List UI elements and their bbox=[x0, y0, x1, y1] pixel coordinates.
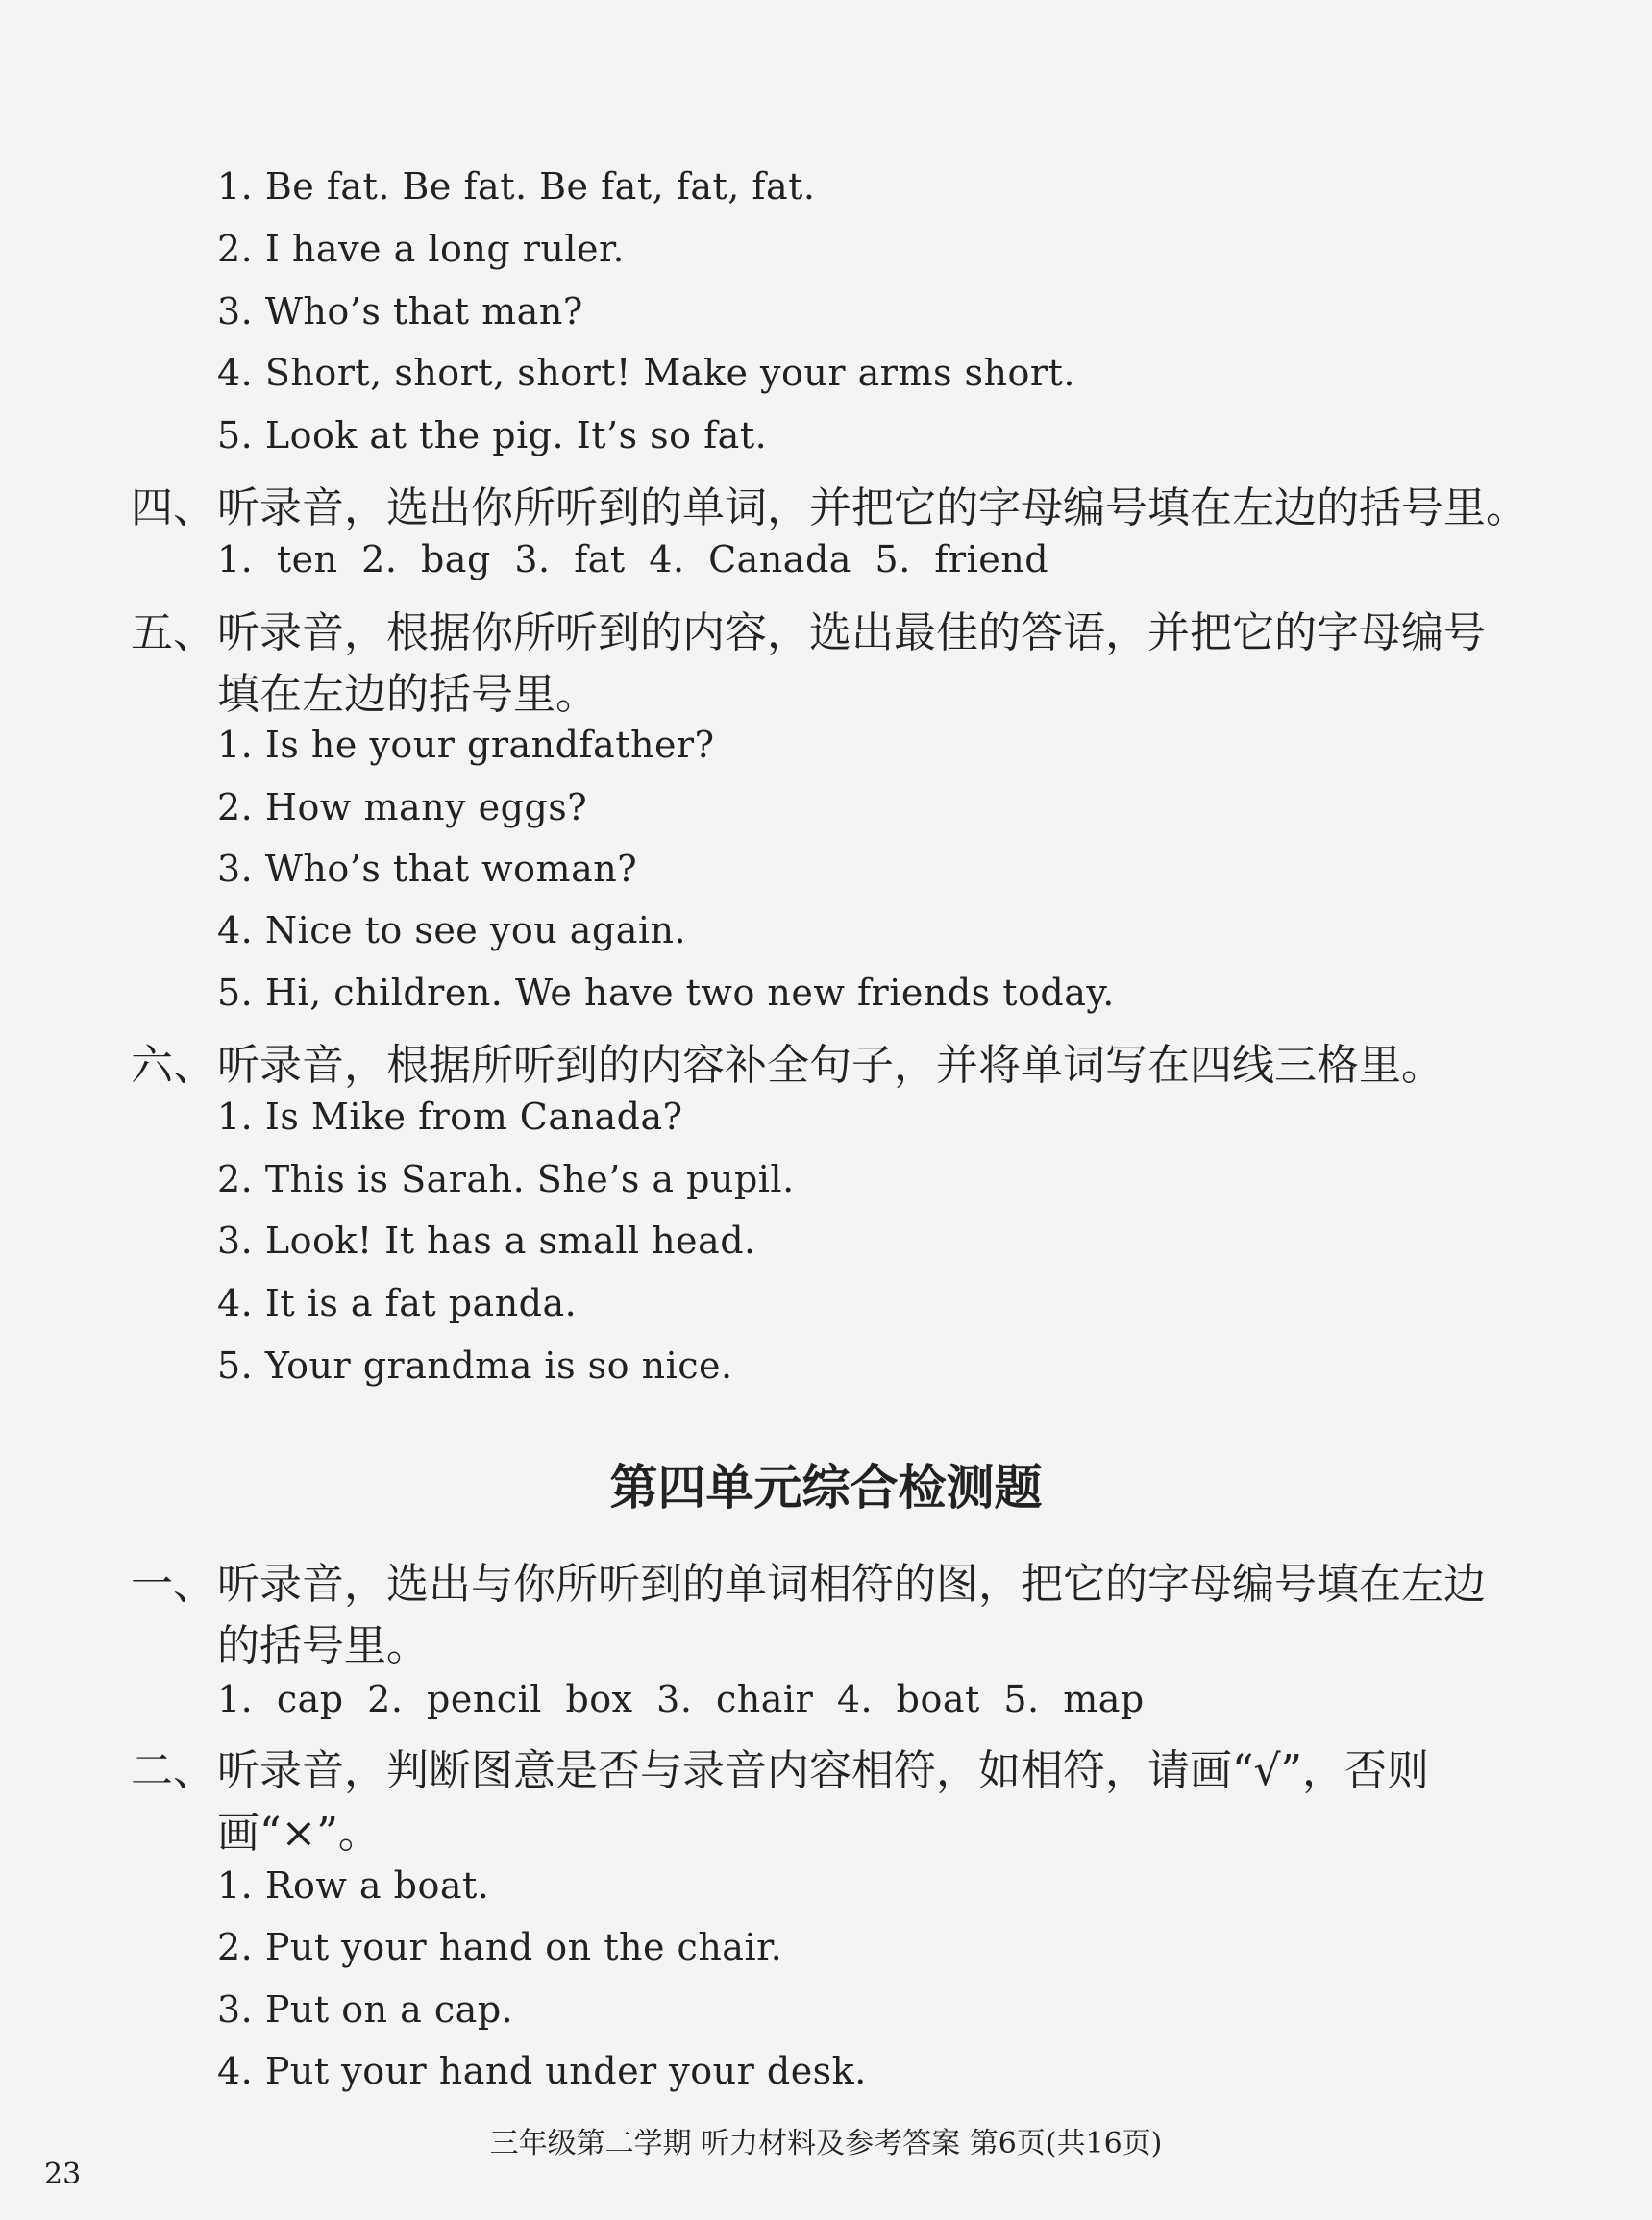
answer-item: 5. Hi, children. We have two new friends today. bbox=[217, 972, 1115, 1014]
answer-item: 1. Is he your grandfather? bbox=[217, 724, 715, 766]
section-instruction: 听录音，根据你所听到的内容，选出最佳的答语，并把它的字母编号 bbox=[217, 608, 1486, 657]
answer-item: 3. Who’s that man? bbox=[217, 290, 583, 333]
answer-item: 4. Put your hand under your desk. bbox=[217, 2050, 867, 2092]
page-footer: 三年级第二学期 听力材料及参考答案 第6页(共16页) bbox=[489, 2127, 1163, 2160]
answer-item: 4. It is a fat panda. bbox=[217, 1282, 578, 1324]
answer-item: 4. Nice to see you again. bbox=[217, 909, 687, 951]
section-number: 二、 bbox=[131, 1746, 215, 1795]
answer-item: 2. How many eggs? bbox=[217, 786, 588, 828]
word-list: 1. cap 2. pencil box 3. chair 4. boat 5. map bbox=[217, 1678, 1145, 1720]
answer-item: 1. Is Mike from Canada? bbox=[217, 1096, 683, 1138]
section-number: 六、 bbox=[131, 1041, 215, 1090]
section-number: 一、 bbox=[131, 1560, 215, 1609]
answer-item: 1. Row a boat. bbox=[217, 1864, 490, 1907]
answer-item: 2. Put your hand on the chair. bbox=[217, 1926, 783, 1968]
section-instruction: 听录音，根据所听到的内容补全句子，并将单词写在四线三格里。 bbox=[217, 1041, 1443, 1090]
section-instruction: 听录音，判断图意是否与录音内容相符，如相符，请画“√”，否则 bbox=[217, 1746, 1430, 1795]
section-number: 四、 bbox=[131, 483, 215, 532]
answer-item: 3. Put on a cap. bbox=[217, 1988, 514, 2031]
word-list: 1. ten 2. bag 3. fat 4. Canada 5. friend bbox=[217, 538, 1049, 580]
section-instruction-cont: 的括号里。 bbox=[217, 1621, 429, 1670]
answer-item: 2. This is Sarah. She’s a pupil. bbox=[217, 1158, 795, 1200]
answer-item: 3. Who’s that woman? bbox=[217, 848, 638, 890]
section-instruction-cont: 填在左边的括号里。 bbox=[217, 670, 598, 719]
section-instruction-cont: 画“×”。 bbox=[217, 1809, 381, 1858]
answer-item: 5. Look at the pig. It’s so fat. bbox=[217, 414, 768, 456]
section-instruction: 听录音，选出与你所听到的单词相符的图，把它的字母编号填在左边 bbox=[217, 1560, 1486, 1609]
unit-title: 第四单元综合检测题 bbox=[609, 1459, 1043, 1516]
answer-item: 3. Look! It has a small head. bbox=[217, 1220, 756, 1262]
page-number: 23 bbox=[44, 2158, 82, 2191]
answer-item: 4. Short, short, short! Make your arms short. bbox=[217, 352, 1075, 394]
section-number: 五、 bbox=[131, 608, 215, 657]
section-instruction: 听录音，选出你所听到的单词，并把它的字母编号填在左边的括号里。 bbox=[217, 483, 1528, 532]
answer-item: 5. Your grandma is so nice. bbox=[217, 1344, 733, 1387]
answer-item: 2. I have a long ruler. bbox=[217, 228, 626, 270]
answer-item: 1. Be fat. Be fat. Be fat, fat, fat. bbox=[217, 165, 816, 208]
